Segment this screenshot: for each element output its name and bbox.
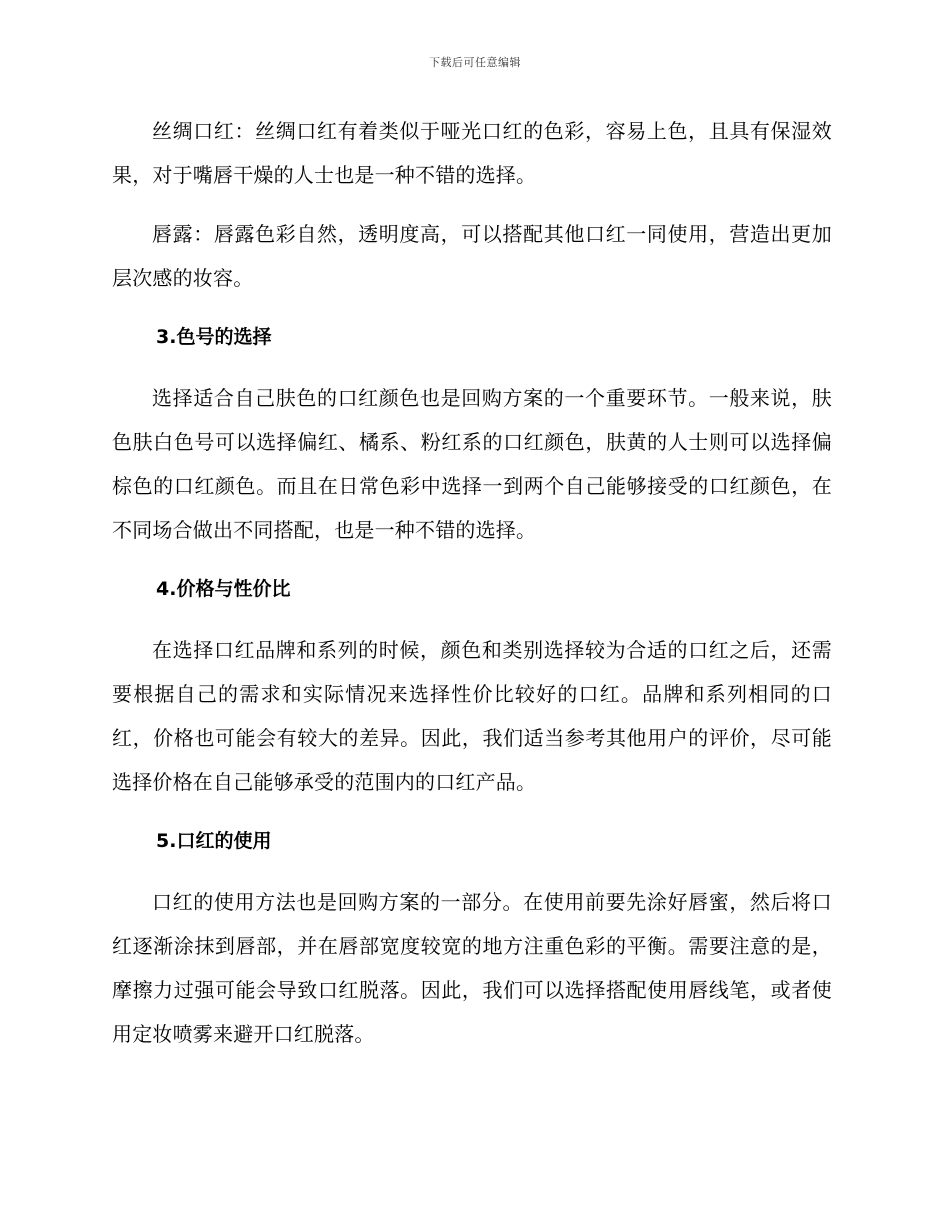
paragraph-shade-selection: 选择适合自己肤色的口红颜色也是回购方案的一个重要环节。一般来说，肤色肤白色号可以选择偏红、橘系、粉红系的口红颜色，肤黄的人士则可以选择偏棕色的口红颜色。而且在日常色彩中选择一到两个自己能够接受的口红颜色，在不同场合做出不同搭配，也是一种不错的选择。 (112, 386, 832, 542)
paragraph-price-value: 在选择口红品牌和系列的时候，颜色和类别选择较为合适的口红之后，还需要根据自己的需求和实际情况来选择性价比较好的口红。品牌和系列相同的口红，价格也可能会有较大的差异。因此，我们适当参考其他用户的评价，尽可能选择价格在自己能够承受的范围内的口红产品。 (112, 638, 832, 794)
paragraph-silk-lipstick: 丝绸口红：丝绸口红有着类似于哑光口红的色彩，容易上色，且具有保湿效果，对于嘴唇干燥的人士也是一种不错的选择。 (112, 119, 832, 187)
paragraph-lipstick-usage: 口红的使用方法也是回购方案的一部分。在使用前要先涂好唇蜜，然后将口红逐渐涂抹到唇部，并在唇部宽度较宽的地方注重色彩的平衡。需要注意的是，摩擦力过强可能会导致口红脱落。因此，我们可以选择搭配使用唇线笔，或者使用定妆喷雾来避开口红脱落。 (112, 890, 832, 1046)
heading-lipstick-usage: 5.口红的使用 (156, 830, 272, 852)
heading-shade-selection: 3.色号的选择 (156, 326, 272, 348)
page-header: 下载后可任意编辑 (429, 56, 521, 69)
heading-price-value: 4.价格与性价比 (156, 578, 291, 600)
paragraph-lip-tint: 唇露：唇露色彩自然，透明度高，可以搭配其他口红一同使用，营造出更加层次感的妆容。 (112, 222, 832, 290)
document-body (112, 109, 832, 1056)
